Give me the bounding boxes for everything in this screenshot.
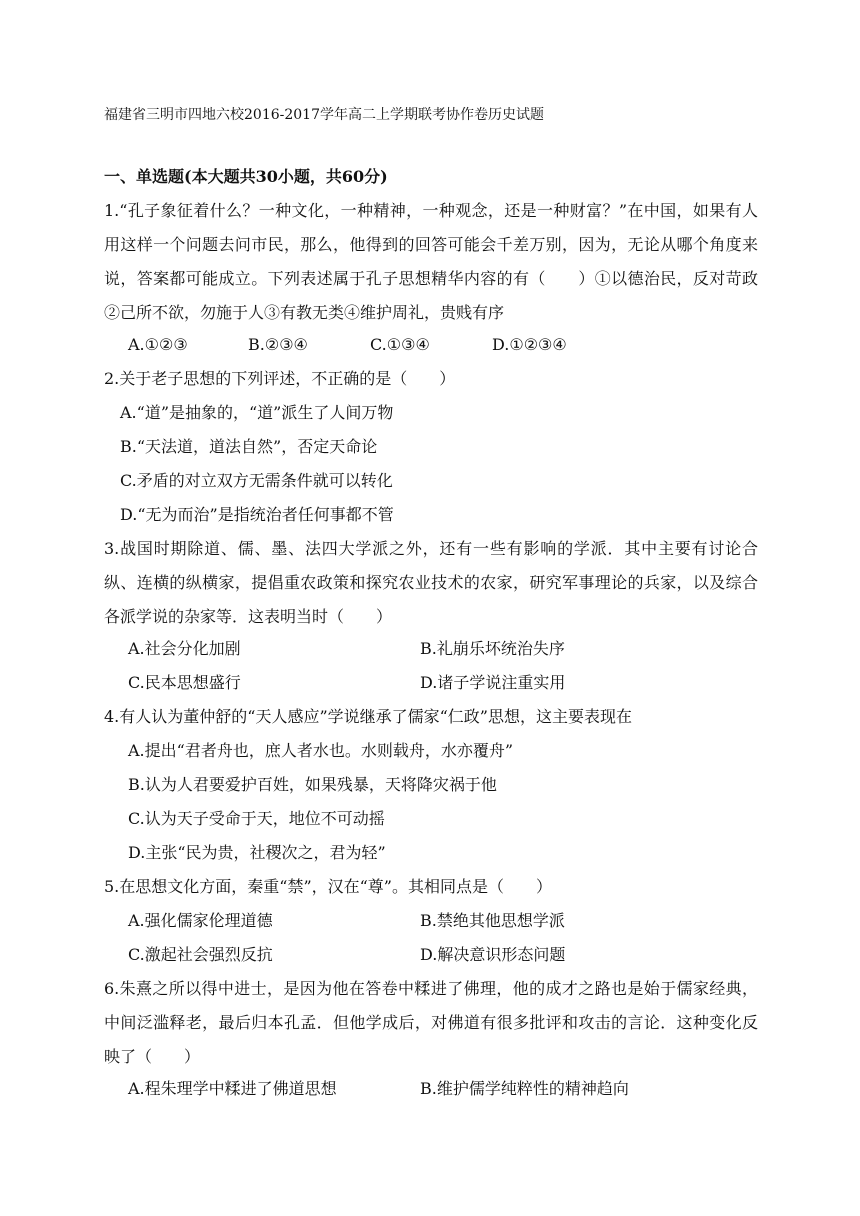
question-1-option-d: D.①②③④: [492, 335, 567, 354]
question-6-option-b: B.维护儒学纯粹性的精神趋向: [420, 1079, 629, 1098]
question-5-option-b: B.禁绝其他思想学派: [420, 911, 565, 930]
question-4-option-c: C.认为天子受命于天，地位不可动摇: [128, 809, 385, 828]
question-3-stem: 3.战国时期除道、儒、墨、法四大学派之外，还有一些有影响的学派．其中主要有讨论合纵、连横的纵横家，提倡重农政策和探究农业技术的农家，研究军事理论的兵家，以及综合各派学说的杂家等．这表明当时（ ）: [104, 539, 758, 626]
question-6-stem: 6.朱熹之所以得中进士，是因为他在答卷中糅进了佛理，他的成才之路也是始于儒家经典，中间泛滥释老，最后归本孔孟．但他学成后，对佛道有很多批评和攻击的言论．这种变化反映了（ ）: [104, 979, 758, 1066]
question-2-option-a: A.“道”是抽象的，“道”派生了人间万物: [120, 403, 394, 422]
question-5-stem: 5.在思想文化方面，秦重“禁”，汉在“尊”。其相同点是（ ）: [104, 877, 552, 896]
question-2-option-b: B.“天法道，道法自然”，否定天命论: [120, 437, 378, 456]
question-1-option-b: B.②③④: [248, 335, 308, 354]
question-3-option-c: C.民本思想盛行: [128, 673, 241, 692]
question-4-option-d: D.主张“民为贵，社稷次之，君为轻”: [128, 843, 386, 862]
document-title: 福建省三明市四地六校2016-2017学年高二上学期联考协作卷历史试题: [104, 107, 544, 123]
question-2-option-d: D.“无为而治”是指统治者任何事都不管: [120, 505, 394, 524]
question-3-option-a: A.社会分化加剧: [128, 639, 241, 658]
question-3-option-b: B.礼崩乐坏统治失序: [420, 639, 565, 658]
question-2-stem: 2.关于老子思想的下列评述，不正确的是（ ）: [104, 369, 456, 388]
question-5-option-d: D.解决意识形态问题: [420, 945, 566, 964]
question-1-option-a: A.①②③: [128, 335, 188, 354]
section-heading: 一、单选题(本大题共30小题，共60分): [104, 167, 388, 186]
question-5-option-c: C.激起社会强烈反抗: [128, 945, 273, 964]
question-4-option-a: A.提出“君者舟也，庶人者水也。水则载舟，水亦覆舟”: [128, 741, 514, 760]
question-1-stem: 1.“孔子象征着什么？一种文化，一种精神，一种观念，还是一种财富？”在中国，如果有人用这样一个问题去问市民，那么，他得到的回答可能会千差万别，因为，无论从哪个角度来说，答案都可能成立。下列表述属于孔子思想精华内容的有（ ）①以德治民，反对苛政②己所不欲，勿施于人③有教无类④维护周礼，贵贱有序: [104, 201, 758, 322]
question-3-option-d: D.诸子学说注重实用: [420, 673, 566, 692]
question-2-option-c: C.矛盾的对立双方无需条件就可以转化: [120, 471, 393, 490]
question-4-option-b: B.认为人君要爱护百姓，如果残暴，天将降灾祸于他: [128, 775, 497, 794]
question-4-stem: 4.有人认为董仲舒的“天人感应”学说继承了儒家“仁政”思想，这主要表现在: [104, 707, 632, 726]
question-1-option-c: C.①③④: [370, 335, 430, 354]
question-5-option-a: A.强化儒家伦理道德: [128, 911, 273, 930]
question-6-option-a: A.程朱理学中糅进了佛道思想: [128, 1079, 337, 1098]
